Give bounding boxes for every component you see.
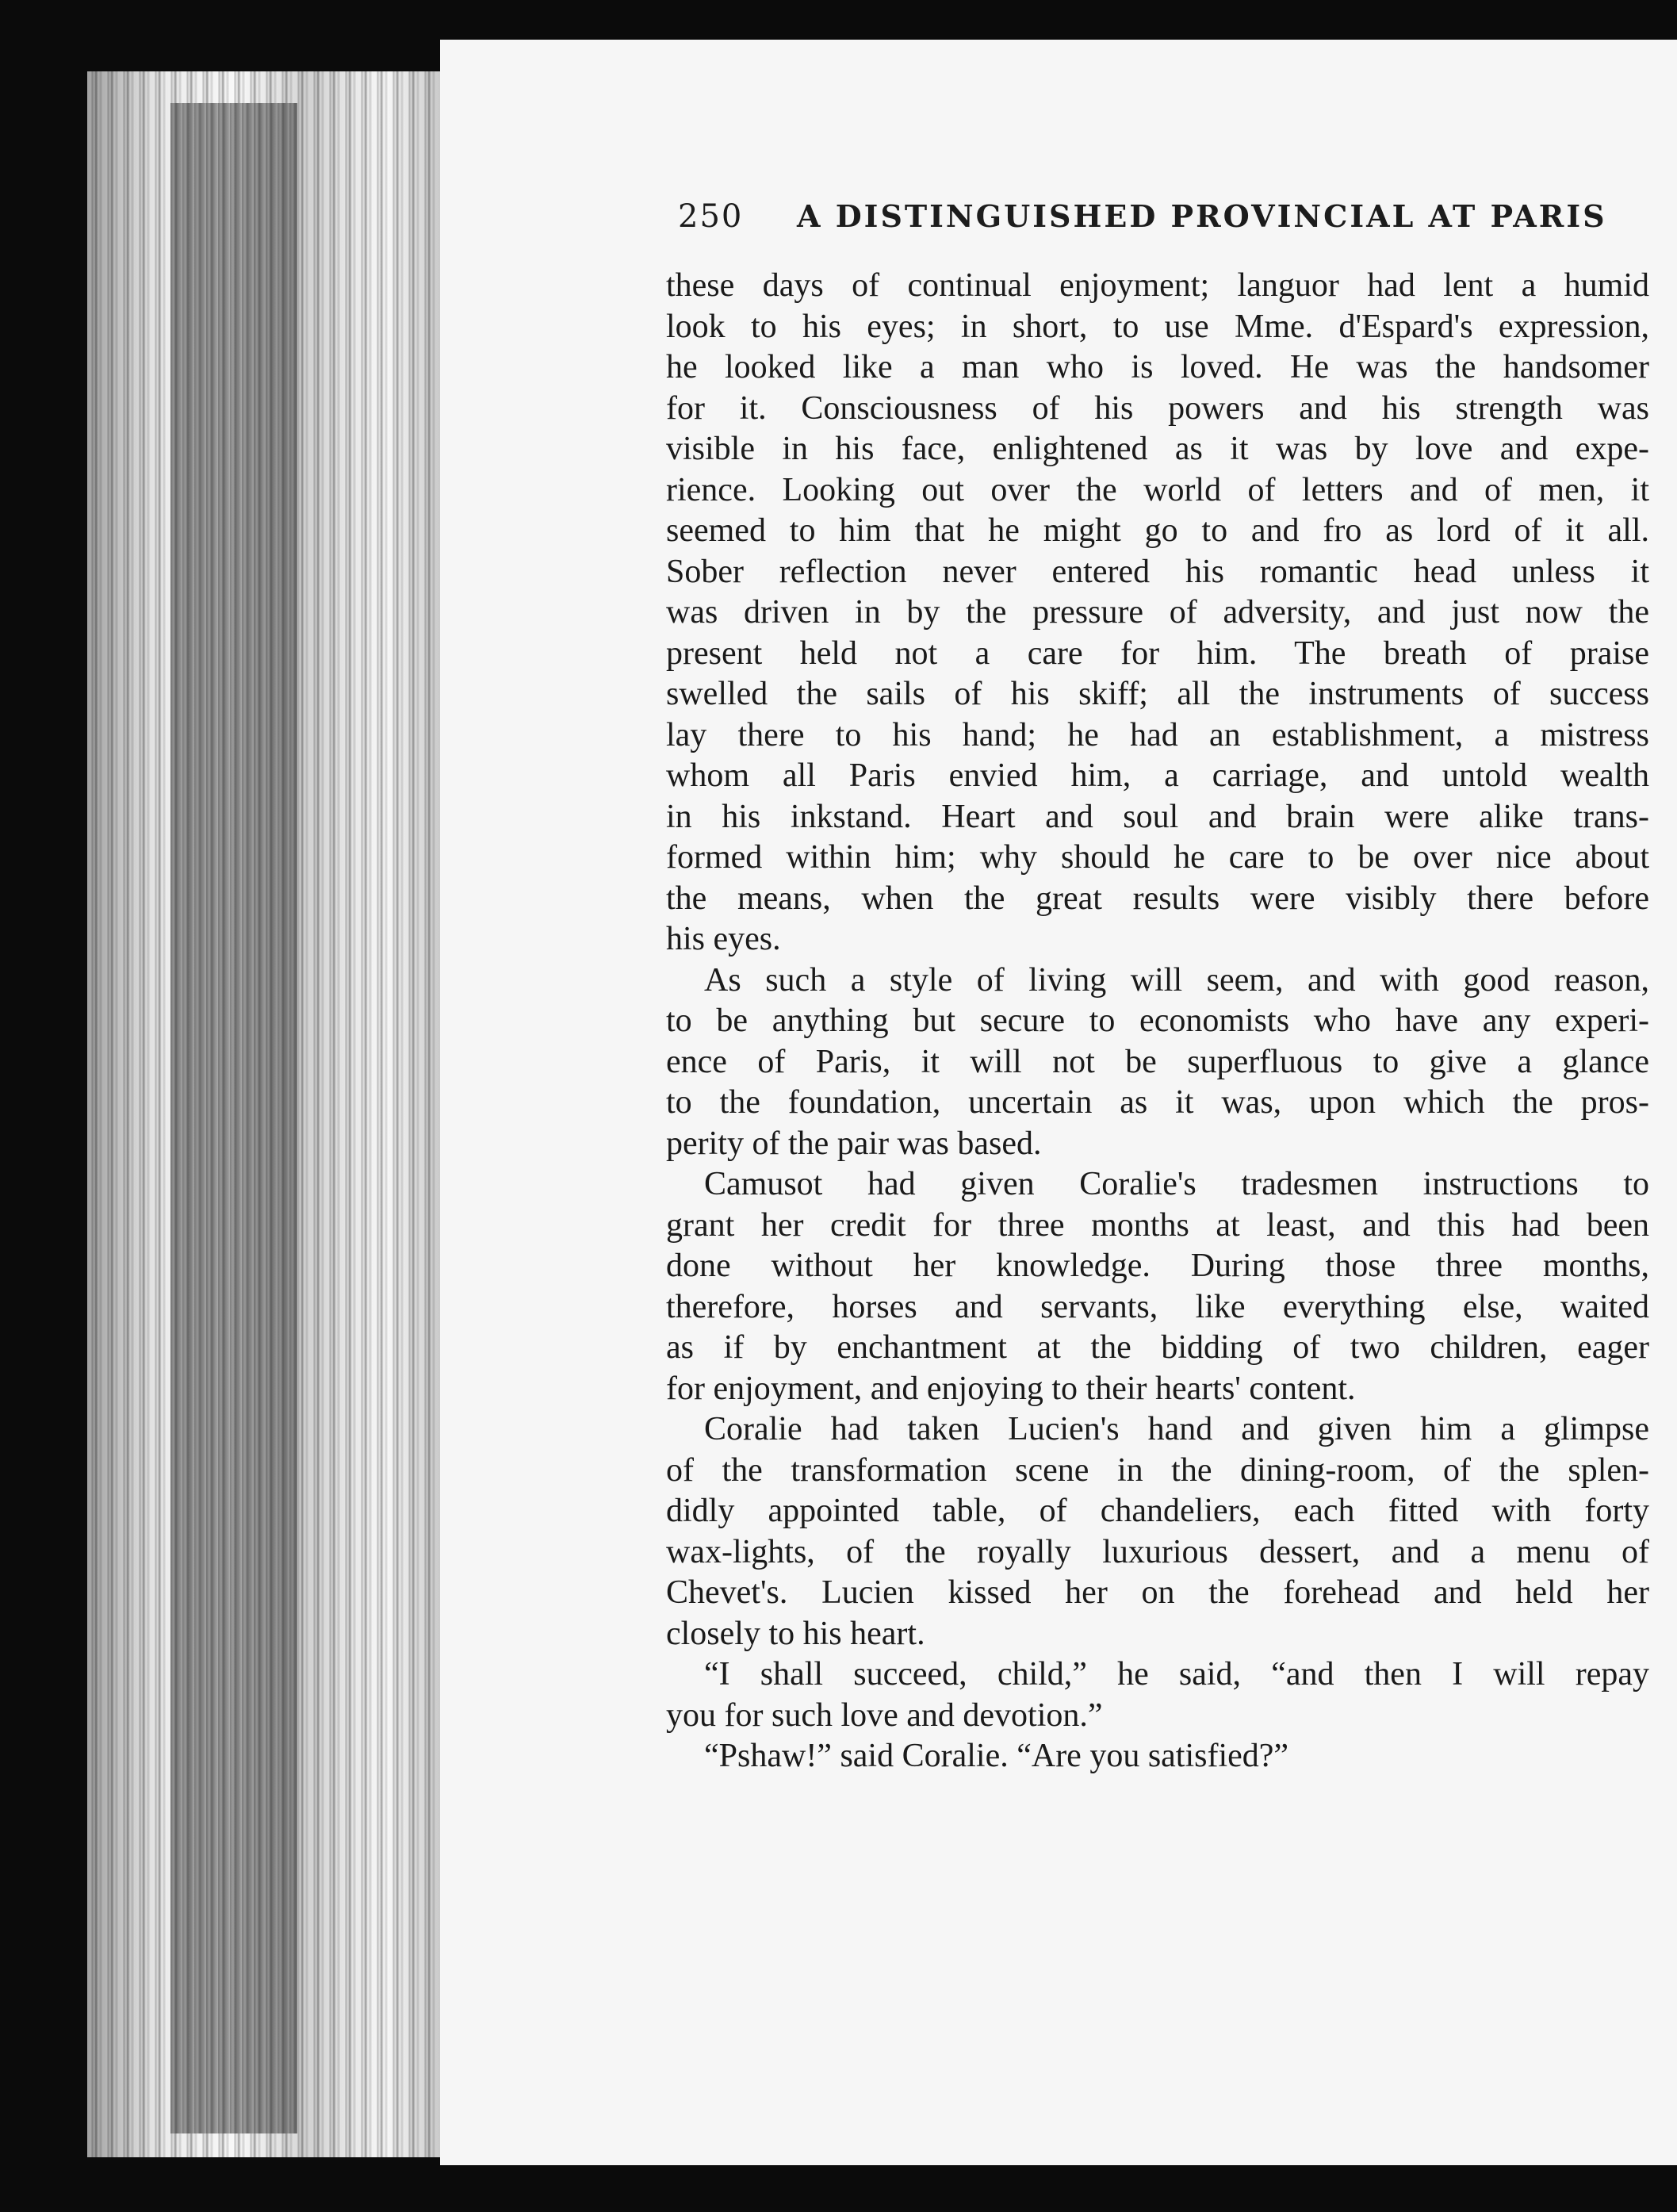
- paragraph: [666, 1409, 1649, 1654]
- text-line: didly appointed table, of chandeliers, each fitted with forty: [666, 1493, 1649, 1529]
- text-line: for enjoyment, and enjoying to their hearts' content.: [666, 1370, 1356, 1407]
- text-line: was driven in by the pressure of adversity, and just now the: [666, 594, 1649, 631]
- paragraph: [666, 266, 1649, 960]
- page-edges-shading: [87, 71, 460, 2157]
- text-line: rience. Looking out over the world of letters and of men, it: [666, 471, 1649, 508]
- text-line: the means, when the great results were visibly there before: [666, 880, 1649, 917]
- text-line: seemed to him that he might go to and fro as lord of it all.: [666, 512, 1649, 549]
- text-line: therefore, horses and servants, like everything else, waited: [666, 1288, 1649, 1325]
- text-line: look to his eyes; in short, to use Mme. d'Espard's expression,: [666, 308, 1649, 345]
- text-line: to be anything but secure to economists who have any experi-: [666, 1002, 1649, 1039]
- text-line: “Pshaw!” said Coralie. “Are you satisfied?”: [704, 1738, 1289, 1774]
- text-line: present held not a care for him. The breath of praise: [666, 634, 1649, 672]
- text-line: Sober reflection never entered his romantic head unless it: [666, 553, 1649, 590]
- text-line: done without her knowledge. During those three months,: [666, 1248, 1649, 1284]
- page-number: 250: [678, 198, 744, 235]
- text-line: of the transformation scene in the dining-room, of the splen-: [666, 1451, 1649, 1489]
- text-line: he looked like a man who is loved. He was the handsomer: [666, 349, 1649, 385]
- text-line: As such a style of living will seem, and with good reason,: [704, 961, 1649, 999]
- text-line: ence of Paris, it will not be superfluous to give a glance: [666, 1043, 1649, 1080]
- running-head: A DISTINGUISHED PROVINCIAL AT PARIS: [797, 198, 1607, 234]
- text-line: lay there to his hand; he had an establishment, a mistress: [666, 716, 1649, 753]
- text-line: visible in his face, enlightened as it was by love and expe-: [666, 431, 1649, 467]
- text-line: closely to his heart.: [666, 1615, 925, 1652]
- text-line: formed within him; why should he care to be over nice about: [666, 839, 1649, 876]
- text-line: “I shall succeed, child,” he said, “and then I will repay: [704, 1656, 1649, 1693]
- text-line: as if by enchantment at the bidding of two children, eager: [666, 1329, 1649, 1366]
- text-line: Coralie had taken Lucien's hand and given him a glimpse: [704, 1411, 1649, 1447]
- paragraph: [666, 960, 1649, 1165]
- text-line: you for such love and devotion.”: [666, 1696, 1103, 1734]
- text-line: Camusot had given Coralie's tradesmen instructions to: [704, 1166, 1649, 1202]
- text-line: his eyes.: [666, 921, 781, 957]
- text-line: Chevet's. Lucien kissed her on the forehead and held her: [666, 1574, 1649, 1611]
- paragraph: [666, 1654, 1649, 1736]
- text-line: perity of the pair was based.: [666, 1125, 1042, 1162]
- text-line: for it. Consciousness of his powers and his strength was: [666, 389, 1649, 427]
- text-line: swelled the sails of his skiff; all the instruments of success: [666, 676, 1649, 712]
- body-text: [666, 266, 1649, 1777]
- text-line: in his inkstand. Heart and soul and brain were alike trans-: [666, 798, 1649, 835]
- text-line: grant her credit for three months at least, and this had been: [666, 1206, 1649, 1244]
- text-line: these days of continual enjoyment; languor had lent a humid: [666, 267, 1649, 304]
- text-line: wax-lights, of the royally luxurious dessert, and a menu of: [666, 1533, 1649, 1570]
- text-line: to the foundation, uncertain as it was, upon which the pros-: [666, 1084, 1649, 1121]
- paragraph: [666, 1736, 1649, 1777]
- page-header: [678, 198, 1629, 246]
- paragraph: [666, 1164, 1649, 1409]
- text-line: whom all Paris envied him, a carriage, and untold wealth: [666, 757, 1649, 794]
